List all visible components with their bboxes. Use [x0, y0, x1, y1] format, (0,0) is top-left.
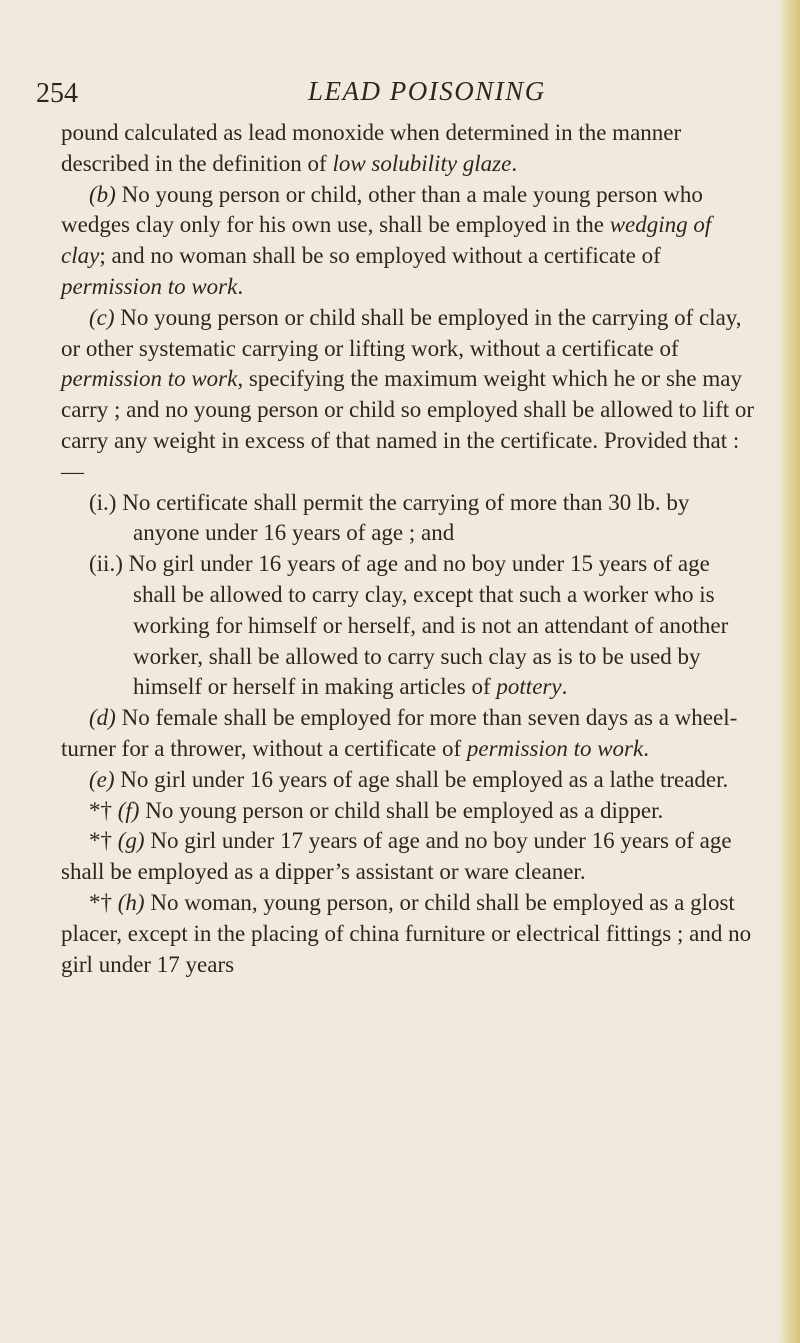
- paragraph-f: *† (f) No young person or child shall be employed as a dipper.: [89, 797, 664, 823]
- clause-label: (i.): [89, 489, 117, 515]
- subclause-i: (i.) No certificate shall permit the carrying of more than 30 lb. by anyone under 16 years of age ; and: [89, 489, 690, 546]
- clause-label: (c): [89, 304, 115, 330]
- footnote-mark: *†: [89, 889, 118, 915]
- paragraph-d: (d) No female shall be employed for more than seven days as a wheel-turner for a thrower, without a certificate of permission to work.: [61, 705, 738, 761]
- clause-label: (h): [117, 889, 145, 915]
- clause-label: (ii.): [89, 551, 123, 577]
- paragraph-e: (e) No girl under 16 years of age shall be employed as a lathe treader.: [89, 766, 729, 792]
- subclause-ii: (ii.) No girl under 16 years of age and no boy under 15 years of age shall be allowed to carry clay, except that such a worker who is working for himself or herself, and is not an attendant of another worker, shall be allowed to carry such clay as is to be used by himself or herself in making articles of pottery.: [89, 551, 729, 700]
- clause-label: (d): [89, 705, 116, 731]
- term-wedging-of-clay: wedging of clay: [61, 212, 712, 269]
- term-permission-to-work: permission to work: [61, 273, 238, 299]
- term-low-solubility-glaze: low solubility glaze: [332, 150, 512, 176]
- term-permission-to-work: permission to work: [61, 366, 238, 392]
- footnote-mark: *†: [89, 828, 118, 854]
- clause-label: (f): [117, 797, 140, 823]
- running-title: LEAD POISONING: [308, 76, 546, 106]
- page-number: 254: [36, 78, 78, 109]
- clause-label: (e): [89, 766, 115, 792]
- clause-label: (g): [117, 828, 145, 854]
- footnote-mark: *†: [89, 797, 118, 823]
- term-permission-to-work: permission to work: [466, 735, 644, 761]
- paragraph-continuation: pound calculated as lead monoxide when determined in the manner described in the definition of low solubility glaze.: [61, 120, 682, 176]
- body-text: [61, 118, 756, 980]
- paragraph-c: (c) No young person or child shall be employed in the carrying of clay, or other systematic carrying or lifting work, without a certificate of permission to work, specifying the maximum weight which he or she may carry ; and no young person or child so employed shall be allowed to lift or carry any weight in excess of that named in the certificate. Provided that :—: [61, 304, 755, 484]
- paragraph-b: (b) No young person or child, other than a male young person who wedges clay only for his own use, shall be employed in the wedging of clay; and no woman shall be so employed without a certificate of permission to work.: [61, 181, 712, 299]
- term-pottery: pottery: [496, 674, 562, 700]
- paragraph-g: *† (g) No girl under 17 years of age and no boy under 16 years of age shall be employed as a dipper’s assistant or ware cleaner.: [61, 828, 732, 885]
- clause-label: (b): [89, 181, 116, 207]
- page-edge-stain: [778, 0, 800, 1343]
- paragraph-h: *† (h) No woman, young person, or child shall be employed as a glost placer, except in the placing of china furniture or electrical fittings ; and no girl under 17 years: [61, 889, 752, 977]
